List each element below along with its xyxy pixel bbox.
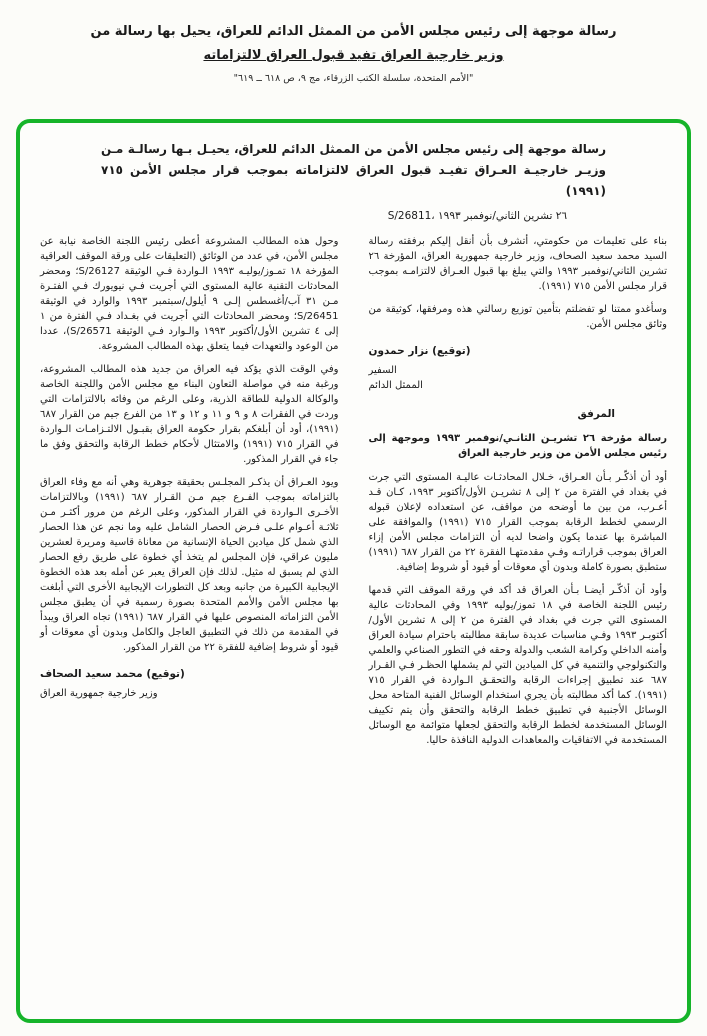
letter-paragraph: وسأغدو ممتنا لو تفضلتم بتأمين توزيع رسالتي هذه ومرفقها، كوثيقة من وثائق مجلس الأمن. <box>368 304 667 330</box>
annex-paragraph: أود أن أذكّـر بـأن العـراق، خـلال المحادثـات عاليـة المستوى التي جرت في بغداد في الفترة من ٢ إلى ٨ تشريـن الأول/أكتوبر ١٩٩٣، كـان قـد أعـرب، من بين ما أوضحه من مواقف، عن استعداده لإعلان قبوله الرسمي لخطط الرقابة بموجب القرار ٧١٥ (١٩٩١) والموافقة على المباشرة بها عندما يكون واضحا لديه أن التزامات مجلس الأمن إزاء العراق بموجب قراراتـه وفـي مقدمتهـا الفقرة ٢٢ من القرار ٦٨٧ (١٩٩١) ستطبق بصورة كاملة وبدون أي معوقات أو قيود أو شروط إضافية. <box>368 471 667 573</box>
document-reference-line: S/26811، ٢٦ تشرين الثاني/نوفمبر ١٩٩٣ <box>387 210 567 222</box>
document-title: رسالة موجهة إلى رئيس مجلس الأمن من الممثل الدائم للعراق، يحيـل بـها رسالـة مـن وزيـر خارجيـة العـراق تفيـد قبول العراق لالتزاماته بموجب قرار مجلس الأمن ٧١٥ (١٩٩١) <box>101 142 606 198</box>
signature-role: الممثل الدائم <box>368 379 423 391</box>
annex-paragraph: ويود العـراق أن يذكـر المجلـس بحقيقة جوهرية وهي أنه مع وفاء العراق بالتزاماته بموجب الفـرع جيم مـن القـرار ٦٨٧ (١٩٩١) وبالالتزامات الأخـرى الـواردة في القرار المذكور، وعلى الرغم من مرور أكثـر مـن ثلاثـة أعـوام علـى فـرض الحصار الشامل عليه وما نجم عن هذا الحصار الذي شمل كل ميادين الحياة الإنسانية من معاناة قاسية ومريرة لعشرين مليون عراقي، فإن المجلس لم يتخذ أي خطوة على طريق رفع الحصار الذي لم يسبق له مثيل. لذلك فإن العراق يعبر عن أمله بعد هذه الخطوة الإيجابية الكبيرة من جانبه وبعد كل التطورات الإيجابية الأخرى التي أبلغت بها مجلس الأمن والأمم المتحدة بصورة رسمية في أن يطبق مجلس الأمن التزاماته المنصوص عليها في القرار ٦٨٧ (١٩٩١) تجاه العراق ويبدأ في المقدمة من ذلك في التطبيق العاجل والكامل وبدون أي معوقات أو قيود أو شروط إضافية للفقرة ٢٢ من القرار المذكور. <box>40 477 339 653</box>
header-title-line-2: وزير خارجية العراق تفيد قبول العراق لالتزاماته <box>203 48 504 63</box>
signature-role: وزير خارجية جمهورية العراق <box>40 687 158 699</box>
left-column <box>40 234 339 756</box>
signature-name: (توقيع) نزار حمدون <box>368 345 471 357</box>
header-title-line-1: رسالة موجهة إلى رئيس مجلس الأمن من الممثل الدائم للعراق، يحيل بها رسالة من <box>90 24 617 39</box>
annex-paragraph: وحول هذه المطالب المشروعة أعطى رئيس اللجنة الخاصة نيابة عن مجلس الأمن، في عدد من الوثائق (التعليقات على ورقة الموقف العراقية المؤرخة ١٨ تمـوز/يوليـه ١٩٩٣ الـواردة فـي الوثيقة S/26127؛ ومحضر المحادثات التقنية عالية المستوى التي أجريت فـي نيويورك فـي الفتـرة مـن ٣١ آب/أغسطس إلـى ٩ أيلول/سبتمبر ١٩٩٣ والوارد في الوثيقة S/26451؛ ومحضر المحادثات التي أجريت في بغـداد فـي الفترة من ١ إلى ٤ تشرين الأول/أكتوبر ١٩٩٣ والـوارد فـي الوثيقة S/26571)، عددا من الوعود والتعهدات فيما يتعلق بهذه المطالب المشروعة. <box>40 236 339 352</box>
highlight-frame <box>16 119 691 1023</box>
signature-block-minister <box>40 667 339 701</box>
signature-name: (توقيع) محمد سعيد الصحاف <box>40 668 185 680</box>
annex-paragraph: وفي الوقت الذي يؤكد فيه العراق من جديد هذه المطالب المشروعة، ورغبة منه في مواصلة التعاون البناء مع مجلس الأمن واللجنة الخاصة والوكالة الدولية للطاقة الذرية، وعلى الرغم من وفائه بالالتزامات التي وردت في الفقرات ٨ و ٩ و ١١ و ١٢ و ١٣ من الفرع جيم من القرار ٦٨٧ (١٩٩١)، أود أن أبلغكم بقرار حكومة العراق بقبـول الالتـزامـات الـواردة في القرار ٧١٥ (١٩٩١) والامتثال لأحكام خطط الرقابة والتحقق وفق ما جاء في القرار المذكور. <box>40 364 339 465</box>
signature-role: السفير <box>368 364 397 376</box>
annex-label: المرفق <box>577 407 615 420</box>
document-header <box>0 0 707 84</box>
annex-heading: رسالة مؤرخة ٢٦ تشريـن الثانـي/نوفمبر ١٩٩٣ وموجهة إلى رئيس مجلس الأمن من وزير خارجية العراق <box>368 432 668 459</box>
right-column <box>369 234 668 756</box>
annex-paragraph: وأود أن أذكّـر أيضـا بـأن العراق قد أكد في ورقة الموقف التي قدمها رئيس اللجنة الخاصة في ١٨ تموز/يوليه ١٩٩٣ وفي المحادثات عالية المستوى التي جرت في بغداد في الفترة من ٢ إلى ٨ تشرين الأول/أكتوبـر ١٩٩٣ وفـي مناسبات عديدة سابقة مطالبته باحترام سيادة العراق وأمنه الداخلي وكرامة الشعب والدولة وحقه في التطور الصناعي والعلمي والتكنولوجي والتنمية في كل الميادين التي لم يشملها الحظـر فـي القـرار ٦٨٧ عند تطبيق إجراءات الرقابة والتحقـق الـواردة في القرار ٧١٥ (١٩٩١). كما أكد مطالبته بأن يجري استخدام الوسائل الفنية المتاحة محل الوسائل الأجنبية في تطبيق خطط الرقابة والتحقق وأن يتم تكييف الوسائل المستخدمة لخطط الرقابة والتحقق لجعلها متوائمة مع الوسائل المستخدمة في الاتفاقيات والمعاهدات الدولية النافذة حاليا. <box>368 584 668 746</box>
header-source-citation: "الأمم المتحدة، سلسلة الكتب الزرقاء، مج ٩، ص ٦١٨ ــ ٦١٩" <box>233 73 474 84</box>
letter-paragraph: بناء على تعليمات من حكومتي، أتشرف بأن أنقل إليكم برفقته رسالة السيد محمد سعيد الصحاف، وزير خارجية جمهورية العراق، المؤرخة ٢٦ تشرين الثاني/نوفمبر ١٩٩٣ والتي يبلغ بها قبول العـراق لالتزامـه بموجب قرار مجلس الأمن ٧١٥ (١٩٩١). <box>368 236 667 292</box>
two-column-body <box>40 234 667 756</box>
signature-block-ambassador <box>369 344 668 393</box>
